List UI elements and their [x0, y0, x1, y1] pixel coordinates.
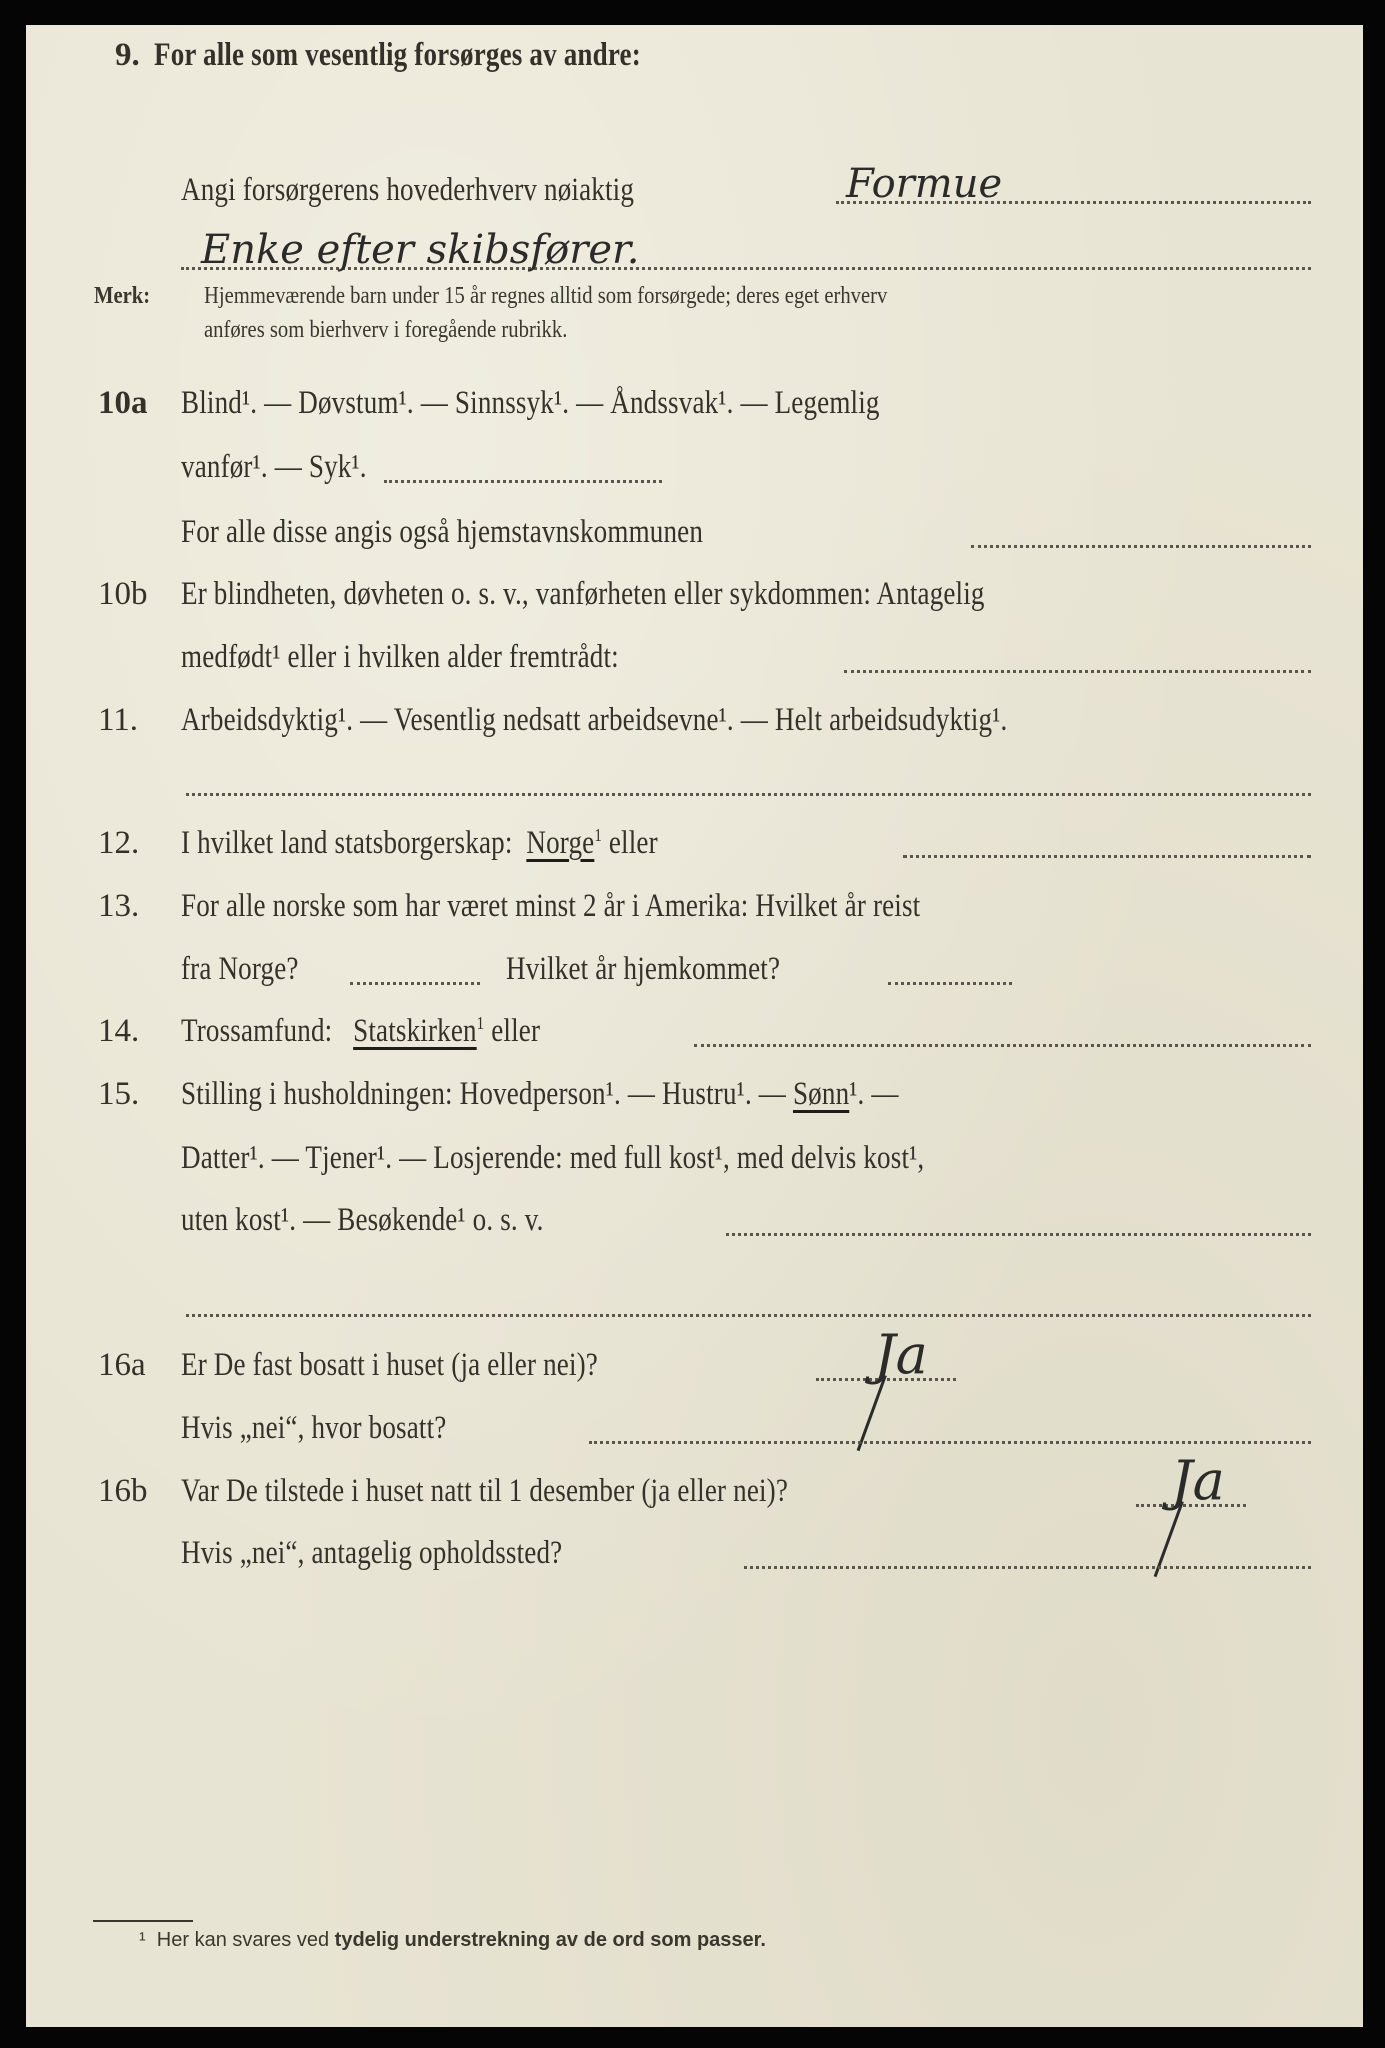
question-16b-number: 16b: [98, 1473, 148, 1509]
note-line-1: Hjemmeværende barn under 15 år regnes alltid som forsørgede; deres eget erhverv: [204, 283, 888, 309]
underlined-option-statskirken: Statskirken: [353, 1013, 477, 1049]
question-16a-line-1: Er De fast bosatt i huset (ja eller nei)?: [181, 1347, 598, 1383]
question-13-line-1: For alle norske som har været minst 2 år i Amerika: Hvilket år reist: [181, 888, 921, 924]
footnote: [139, 1929, 766, 1952]
question-11-line-1: Arbeidsdyktig¹. — Vesentlig nedsatt arbeidsevne¹. — Helt arbeidsudyktig¹.: [181, 702, 1008, 738]
answer-line-13-year-returned: [888, 982, 1012, 985]
question-10a-line-1: Blind¹. — Døvstum¹. — Sinnssyk¹. — Åndssvak¹. — Legemlig: [181, 385, 880, 421]
answer-line-15b: [186, 1314, 1311, 1317]
question-14-number: 14.: [98, 1013, 140, 1049]
question-15-line-1-suffix: ¹. —: [849, 1076, 899, 1112]
question-12-line: I hvilket land statsborgerskap: Norge$^1$ eller: [181, 825, 658, 861]
question-13-number: 13.: [98, 888, 140, 924]
question-10b-line-1: Er blindheten, døvheten o. s. v., vanførheten eller sykdommen: Antagelig: [181, 576, 985, 612]
question-14-prompt: Trossamfund:: [181, 1013, 333, 1049]
question-10b-line-2: medfødt¹ eller i hvilken alder fremtrådt:: [181, 639, 619, 675]
question-10a-number: 10a: [98, 385, 148, 421]
question-12-prompt: I hvilket land statsborgerskap:: [181, 825, 513, 861]
question-16a-number: 16a: [98, 1347, 146, 1383]
census-form-page: [26, 25, 1363, 2027]
footnote-mark: ¹: [139, 1929, 146, 1951]
question-15-line-2: Datter¹. — Tjener¹. — Losjerende: med full kost¹, med delvis kost¹,: [181, 1140, 925, 1176]
question-9-heading: For alle som vesentlig forsørges av andre:: [154, 37, 641, 73]
question-14-suffix: eller: [491, 1013, 541, 1049]
question-11-number: 11.: [98, 702, 139, 738]
question-15-line-1: [181, 1076, 899, 1113]
underlined-option-sonn: Sønn: [792, 1076, 850, 1112]
handwritten-answer-provider-detail: Enke efter skibsfører.: [201, 227, 640, 273]
answer-line-11: [186, 793, 1311, 796]
footnote-text-bold: tydelig understrekning av de ord som passer.: [334, 1929, 766, 1951]
handwritten-answer-16b: Ja: [1171, 1449, 1225, 1512]
question-10a-line-2: vanfør¹. — Syk¹.: [181, 449, 367, 485]
answer-line-12: [903, 855, 1311, 858]
handwritten-answer-provider-occupation: Formue: [846, 161, 1003, 207]
question-10b-number: 10b: [98, 576, 148, 612]
question-9-prompt: Angi forsørgerens hovederhverv nøiaktig: [181, 172, 635, 208]
question-9-number: 9.: [115, 37, 140, 73]
footnote-text: Her kan svares ved: [156, 1929, 330, 1951]
question-15-line-3: uten kost¹. — Besøkende¹ o. s. v.: [181, 1202, 544, 1238]
question-15-line-1-text: Stilling i husholdningen: Hovedperson¹. — Hustru¹. —: [181, 1076, 787, 1112]
answer-line-10a-sick: [384, 480, 662, 483]
note-label: Merk:: [94, 283, 151, 309]
answer-line-10a-home-municipality: [971, 545, 1311, 548]
answer-line-13-year-left: [350, 982, 480, 985]
question-15-number: 15.: [98, 1076, 140, 1112]
question-16b-line-2: Hvis „nei“, antagelig opholdssted?: [181, 1535, 563, 1571]
question-10a-line-3: For alle disse angis også hjemstavnskommunen: [181, 514, 704, 550]
handwritten-answer-16a: Ja: [874, 1323, 928, 1386]
question-12-suffix: eller: [608, 825, 658, 861]
question-13-line-2b: Hvilket år hjemkommet?: [506, 951, 781, 987]
handwriting-descender-16a: [857, 1375, 887, 1451]
answer-line-16b-whereabouts: [744, 1566, 1311, 1569]
footnote-rule: [93, 1920, 193, 1922]
question-16b-line-1: Var De tilstede i huset natt til 1 desember (ja eller nei)?: [181, 1473, 789, 1509]
question-12-number: 12.: [98, 825, 140, 861]
answer-line-16a-residence: [589, 1441, 1311, 1444]
answer-line-14: [694, 1044, 1311, 1047]
question-16a-line-2: Hvis „nei“, hvor bosatt?: [181, 1410, 447, 1446]
answer-line-10b: [844, 670, 1311, 673]
question-14-line: Trossamfund: Statskirken$^1$ eller: [181, 1013, 541, 1049]
underlined-option-norge: Norge: [526, 825, 595, 861]
question-13-line-2a: fra Norge?: [181, 951, 299, 987]
note-line-2: anføres som bierhverv i foregående rubrikk.: [204, 317, 568, 343]
answer-line-15a: [726, 1233, 1311, 1236]
